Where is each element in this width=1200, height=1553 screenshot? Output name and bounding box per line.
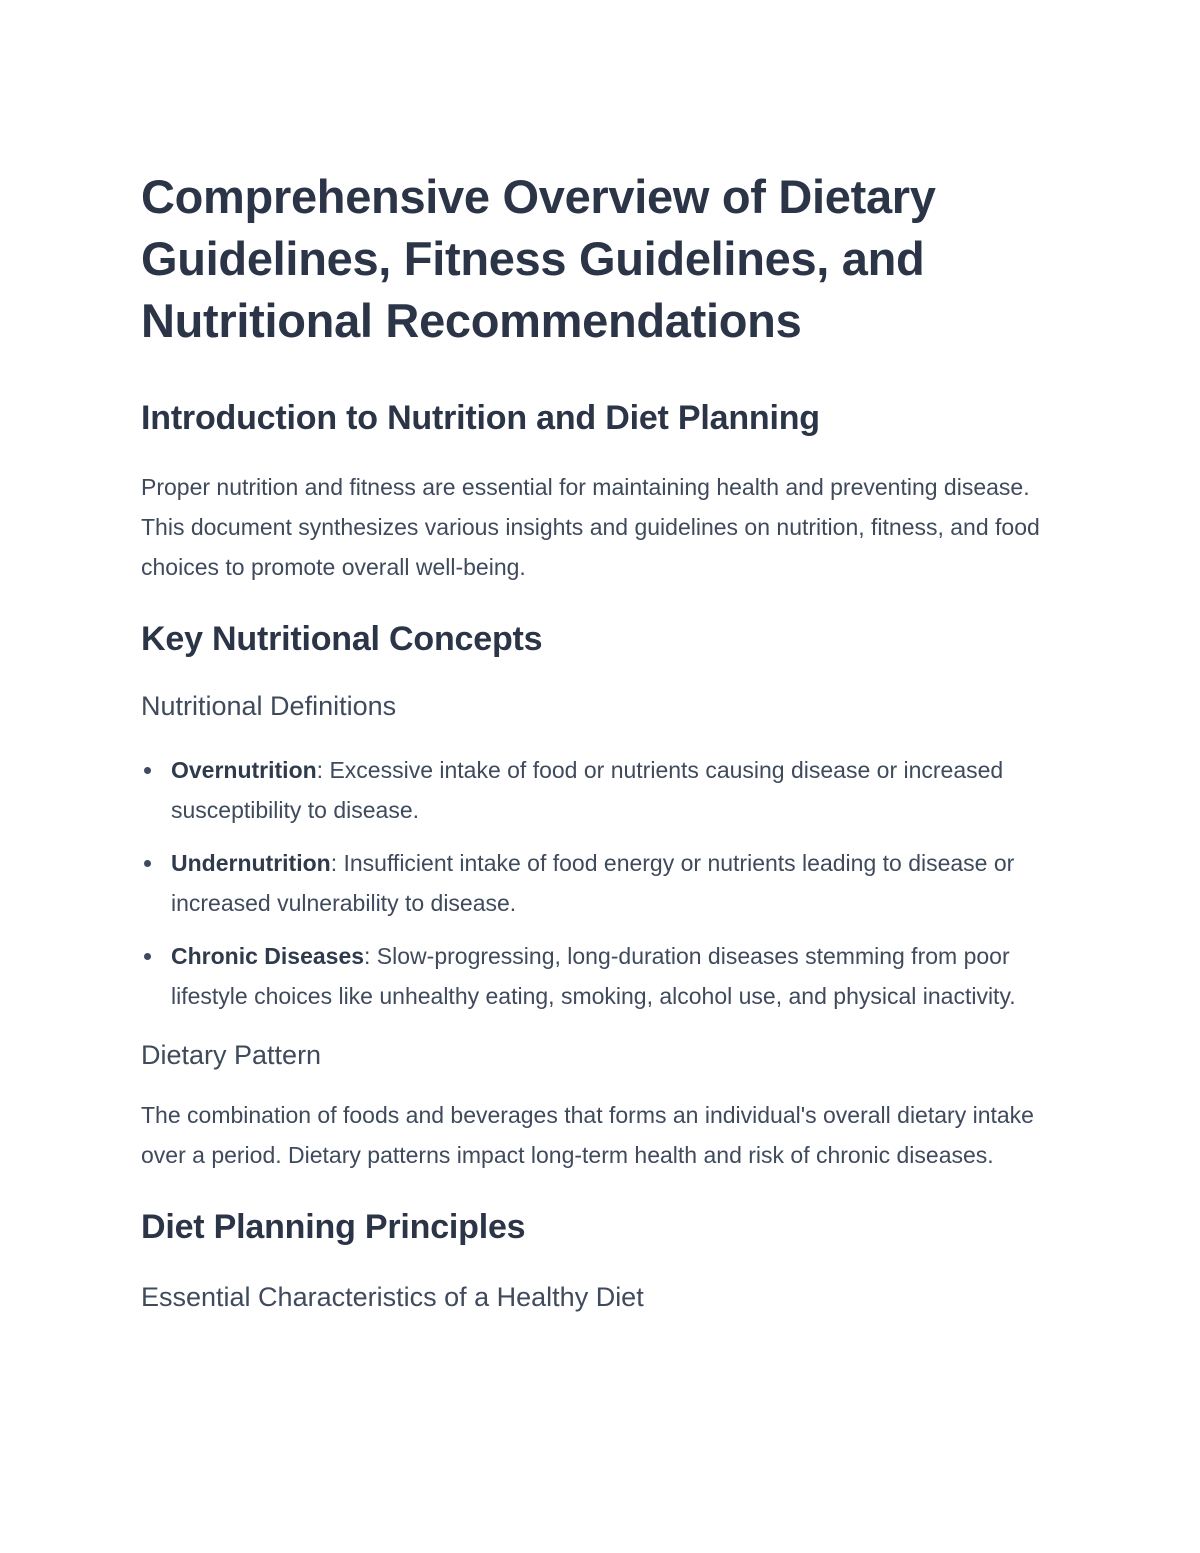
introduction-paragraph: Proper nutrition and fitness are essential for maintaining health and preventing disease. This document synthesizes various insights and guidelines on nutrition, fitness, and food choices to promote overall well-being.	[141, 474, 1040, 580]
subsection-heading-healthy-diet: Essential Characteristics of a Healthy Diet	[141, 1282, 644, 1312]
document-page	[141, 166, 1071, 1315]
bullet-icon	[144, 767, 151, 774]
definition-text: Insufficient intake of food energy or nutrients leading to disease or increased vulnerability to disease.	[171, 850, 1015, 916]
list-item	[141, 750, 1071, 830]
bullet-icon	[144, 953, 151, 960]
dietary-pattern-paragraph: The combination of foods and beverages that forms an individual's overall dietary intake over a period. Dietary patterns impact long-term health and risk of chronic diseases.	[141, 1102, 1034, 1168]
document-title: Comprehensive Overview of Dietary Guidelines, Fitness Guidelines, and Nutritional Recommendations	[141, 170, 936, 347]
definition-text: Excessive intake of food or nutrients causing disease or increased susceptibility to disease.	[171, 757, 1004, 823]
definitions-list	[141, 750, 1071, 1016]
definition-separator: :	[316, 757, 324, 783]
definition-text: Slow-progressing, long-duration diseases stemming from poor lifestyle choices like unhealthy eating, smoking, alcohol use, and physical inactivity.	[171, 943, 1016, 1009]
list-item	[141, 843, 1071, 923]
definition-separator: :	[364, 943, 371, 969]
subsection-heading-dietary-pattern: Dietary Pattern	[141, 1040, 322, 1070]
section-heading-introduction: Introduction to Nutrition and Diet Planning	[141, 399, 820, 437]
definition-term: Undernutrition	[171, 850, 331, 876]
bullet-icon	[144, 860, 151, 867]
definition-term: Chronic Diseases	[171, 943, 365, 969]
subsection-heading-definitions: Nutritional Definitions	[141, 691, 397, 721]
section-heading-key-concepts: Key Nutritional Concepts	[141, 620, 543, 658]
section-heading-diet-planning: Diet Planning Principles	[141, 1208, 526, 1246]
definition-term: Overnutrition	[171, 757, 317, 783]
list-item	[141, 936, 1071, 1016]
definition-separator: :	[330, 850, 338, 876]
